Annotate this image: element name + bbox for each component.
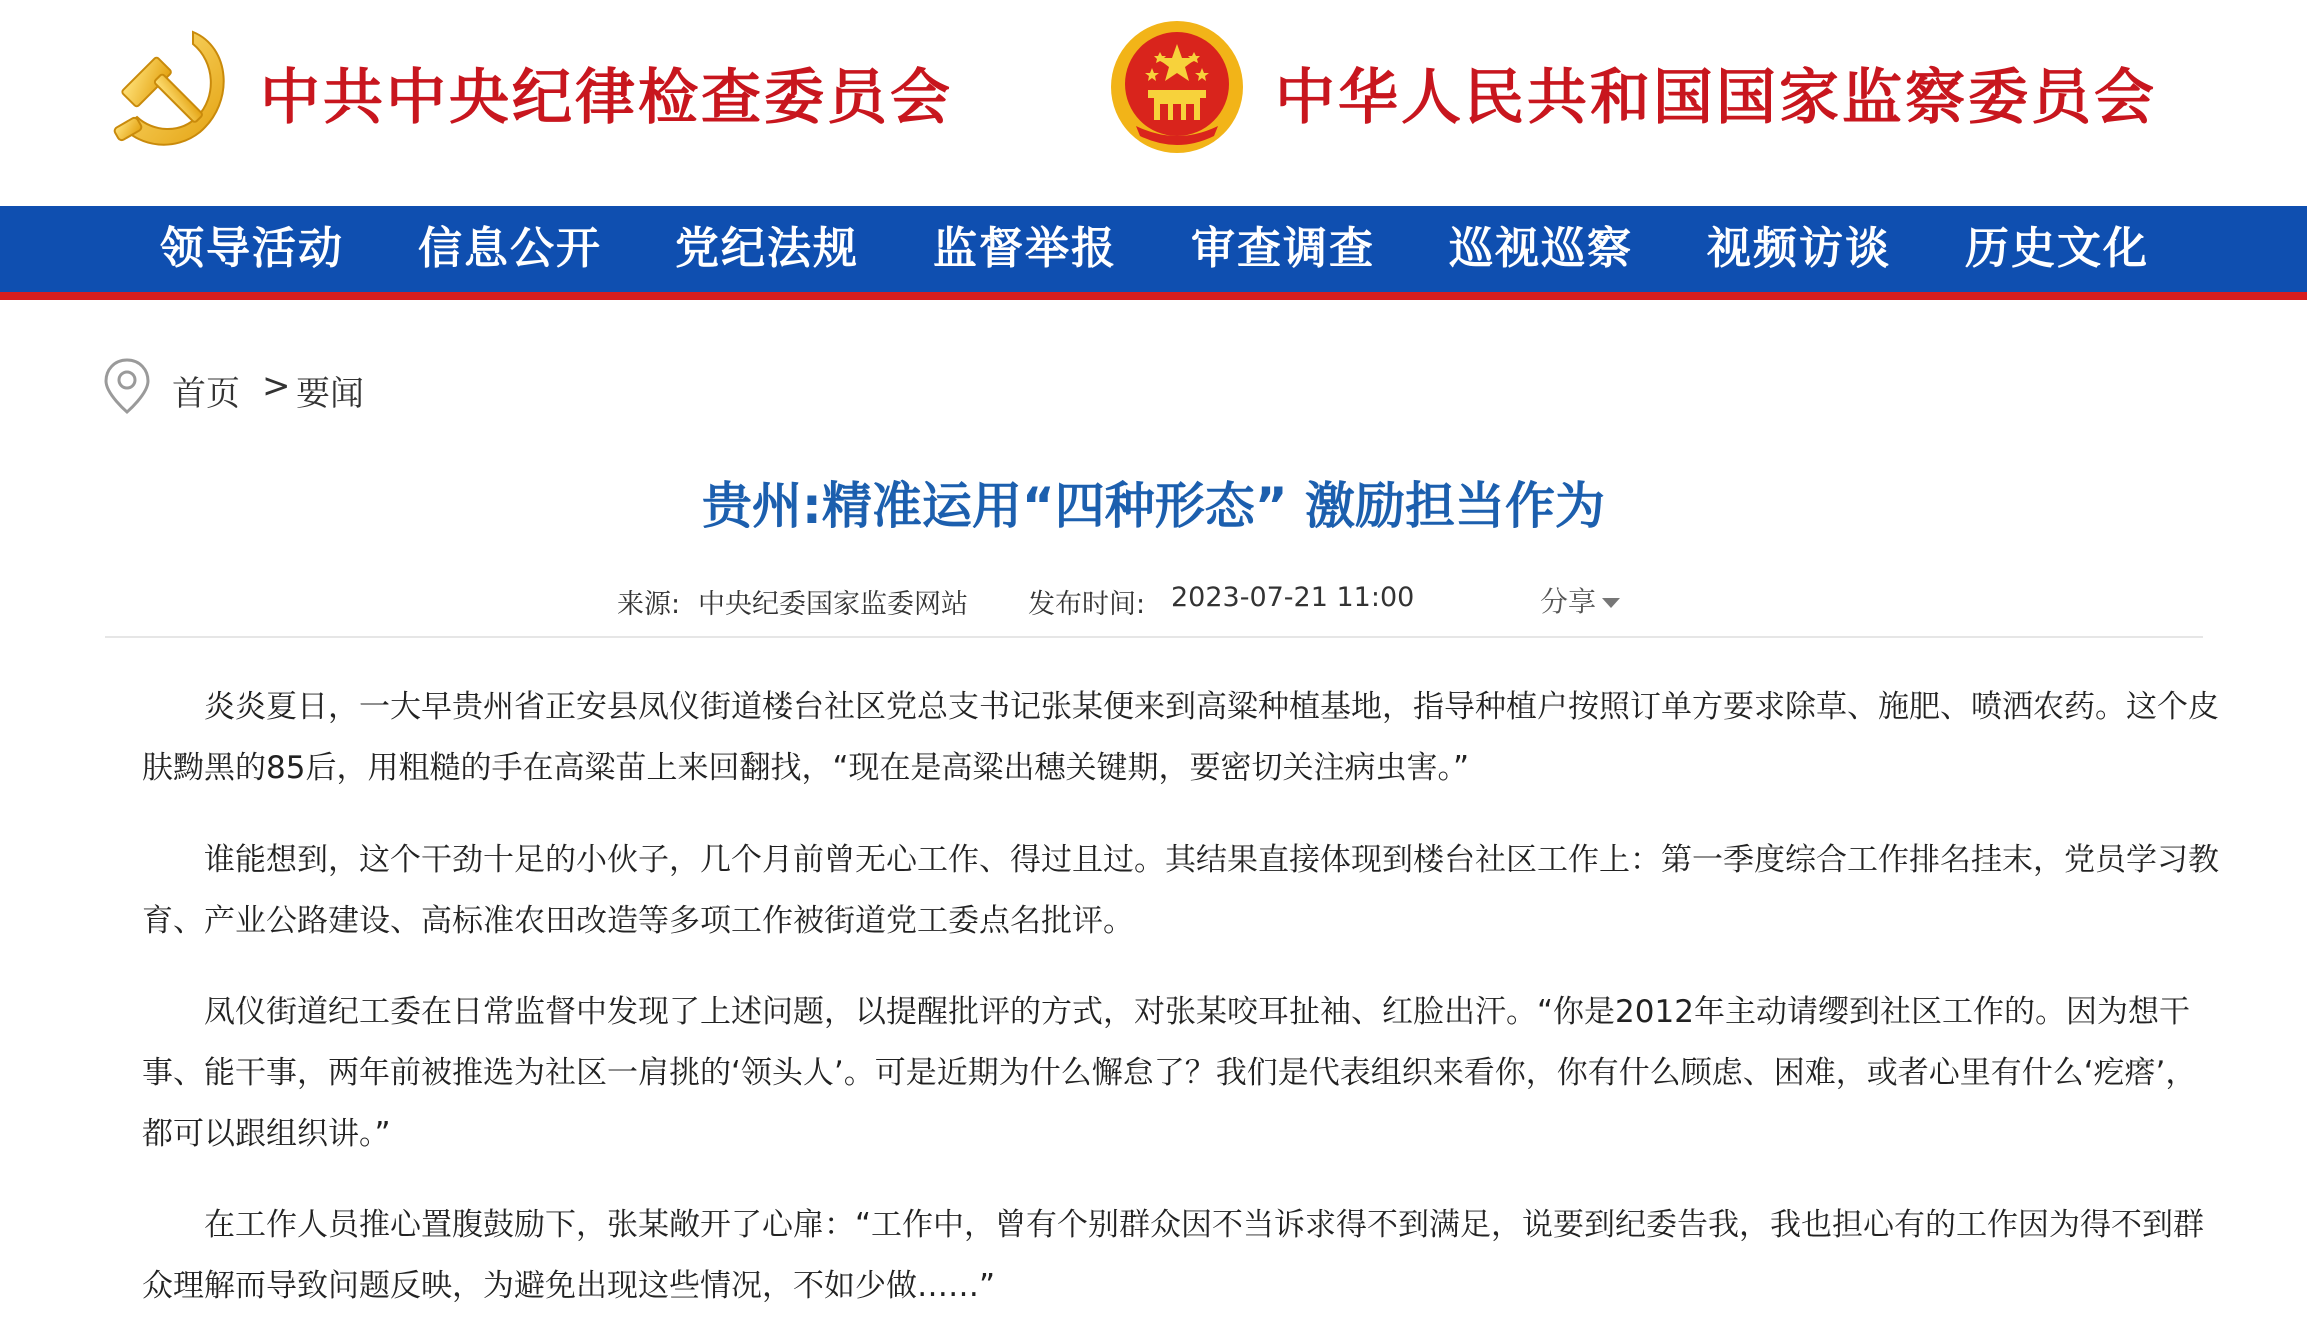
location-pin-icon — [100, 356, 154, 416]
nav-item-investigation[interactable]: 审查调查 — [1191, 223, 1375, 274]
publish-time-label: 发布时间: — [1028, 589, 1146, 620]
breadcrumb-separator: > — [262, 366, 291, 406]
national-emblem-icon[interactable] — [1108, 18, 1246, 156]
breadcrumb-current[interactable]: 要闻 — [296, 374, 364, 414]
nav-item-inspection[interactable]: 巡视巡察 — [1449, 223, 1633, 274]
article-paragraph-3: 凤仪街道纪工委在日常监督中发现了上述问题，以提醒批评的方式，对张某咬耳扯袖、红脸出汗。“你是2012年主动请缨到社区工作的。因为想干事、能干事，两年前被推选为社区一肩挑的‘领头人’。可是近期为什么懈怠了？我们是代表组织来看你，你有什么顾虑、困难，或者心里有什么‘疙瘩’，都可以跟组织讲。” — [142, 994, 2197, 1152]
share-label: 分享 — [1540, 585, 1597, 618]
caret-down-icon — [1602, 598, 1620, 608]
nav-item-info-disclosure[interactable]: 信息公开 — [418, 223, 602, 274]
article-paragraph-2: 谁能想到，这个干劲十足的小伙子，几个月前曾无心工作、得过且过。其结果直接体现到楼台社区工作上：第一季度综合工作排名挂末，党员学习教育、产业公路建设、高标准农田改造等多项工作被街道党工委点名批评。 — [142, 842, 2219, 939]
main-nav — [0, 206, 2307, 300]
breadcrumb-home-link[interactable]: 首页 — [172, 374, 240, 414]
nav-item-history-culture[interactable]: 历史文化 — [1965, 223, 2149, 274]
nav-item-supervision-report[interactable]: 监督举报 — [933, 223, 1117, 274]
share-dropdown[interactable] — [1540, 580, 1620, 620]
left-site-title[interactable]: 中共中央纪律检查委员会 — [260, 63, 953, 133]
article-paragraph-1: 炎炎夏日，一大早贵州省正安县凤仪街道楼台社区党总支书记张某便来到高粱种植基地，指导种植户按照订单方要求除草、施肥、喷洒农药。这个皮肤黝黑的85后，用粗糙的手在高粱苗上来回翻找，“现在是高粱出穗关键期，要密切关注病虫害。” — [142, 689, 2219, 786]
source-value: 中央纪委国家监委网站 — [698, 589, 968, 620]
nav-item-regulations[interactable]: 党纪法规 — [675, 223, 859, 274]
article-paragraph-4: 在工作人员推心置腹鼓励下，张某敞开了心扉：“工作中，曾有个别群众因不当诉求得不到满足，说要到纪委告我，我也担心有的工作因为得不到群众理解而导致问题反映，为避免出现这些情况，不如少做……” — [142, 1207, 2205, 1304]
party-emblem-icon[interactable] — [105, 22, 235, 152]
source-label: 来源: — [617, 589, 681, 620]
article-title: 贵州:精准运用“四种形态” 激励担当作为 — [701, 477, 1606, 535]
right-site-title[interactable]: 中华人民共和国国家监察委员会 — [1275, 63, 2157, 133]
nav-item-video-interview[interactable]: 视频访谈 — [1707, 223, 1891, 274]
divider — [105, 636, 2203, 638]
site-header — [0, 0, 2307, 206]
nav-item-leadership[interactable]: 领导活动 — [160, 223, 344, 274]
publish-time-value: 2023-07-21 11:00 — [1171, 582, 1415, 613]
